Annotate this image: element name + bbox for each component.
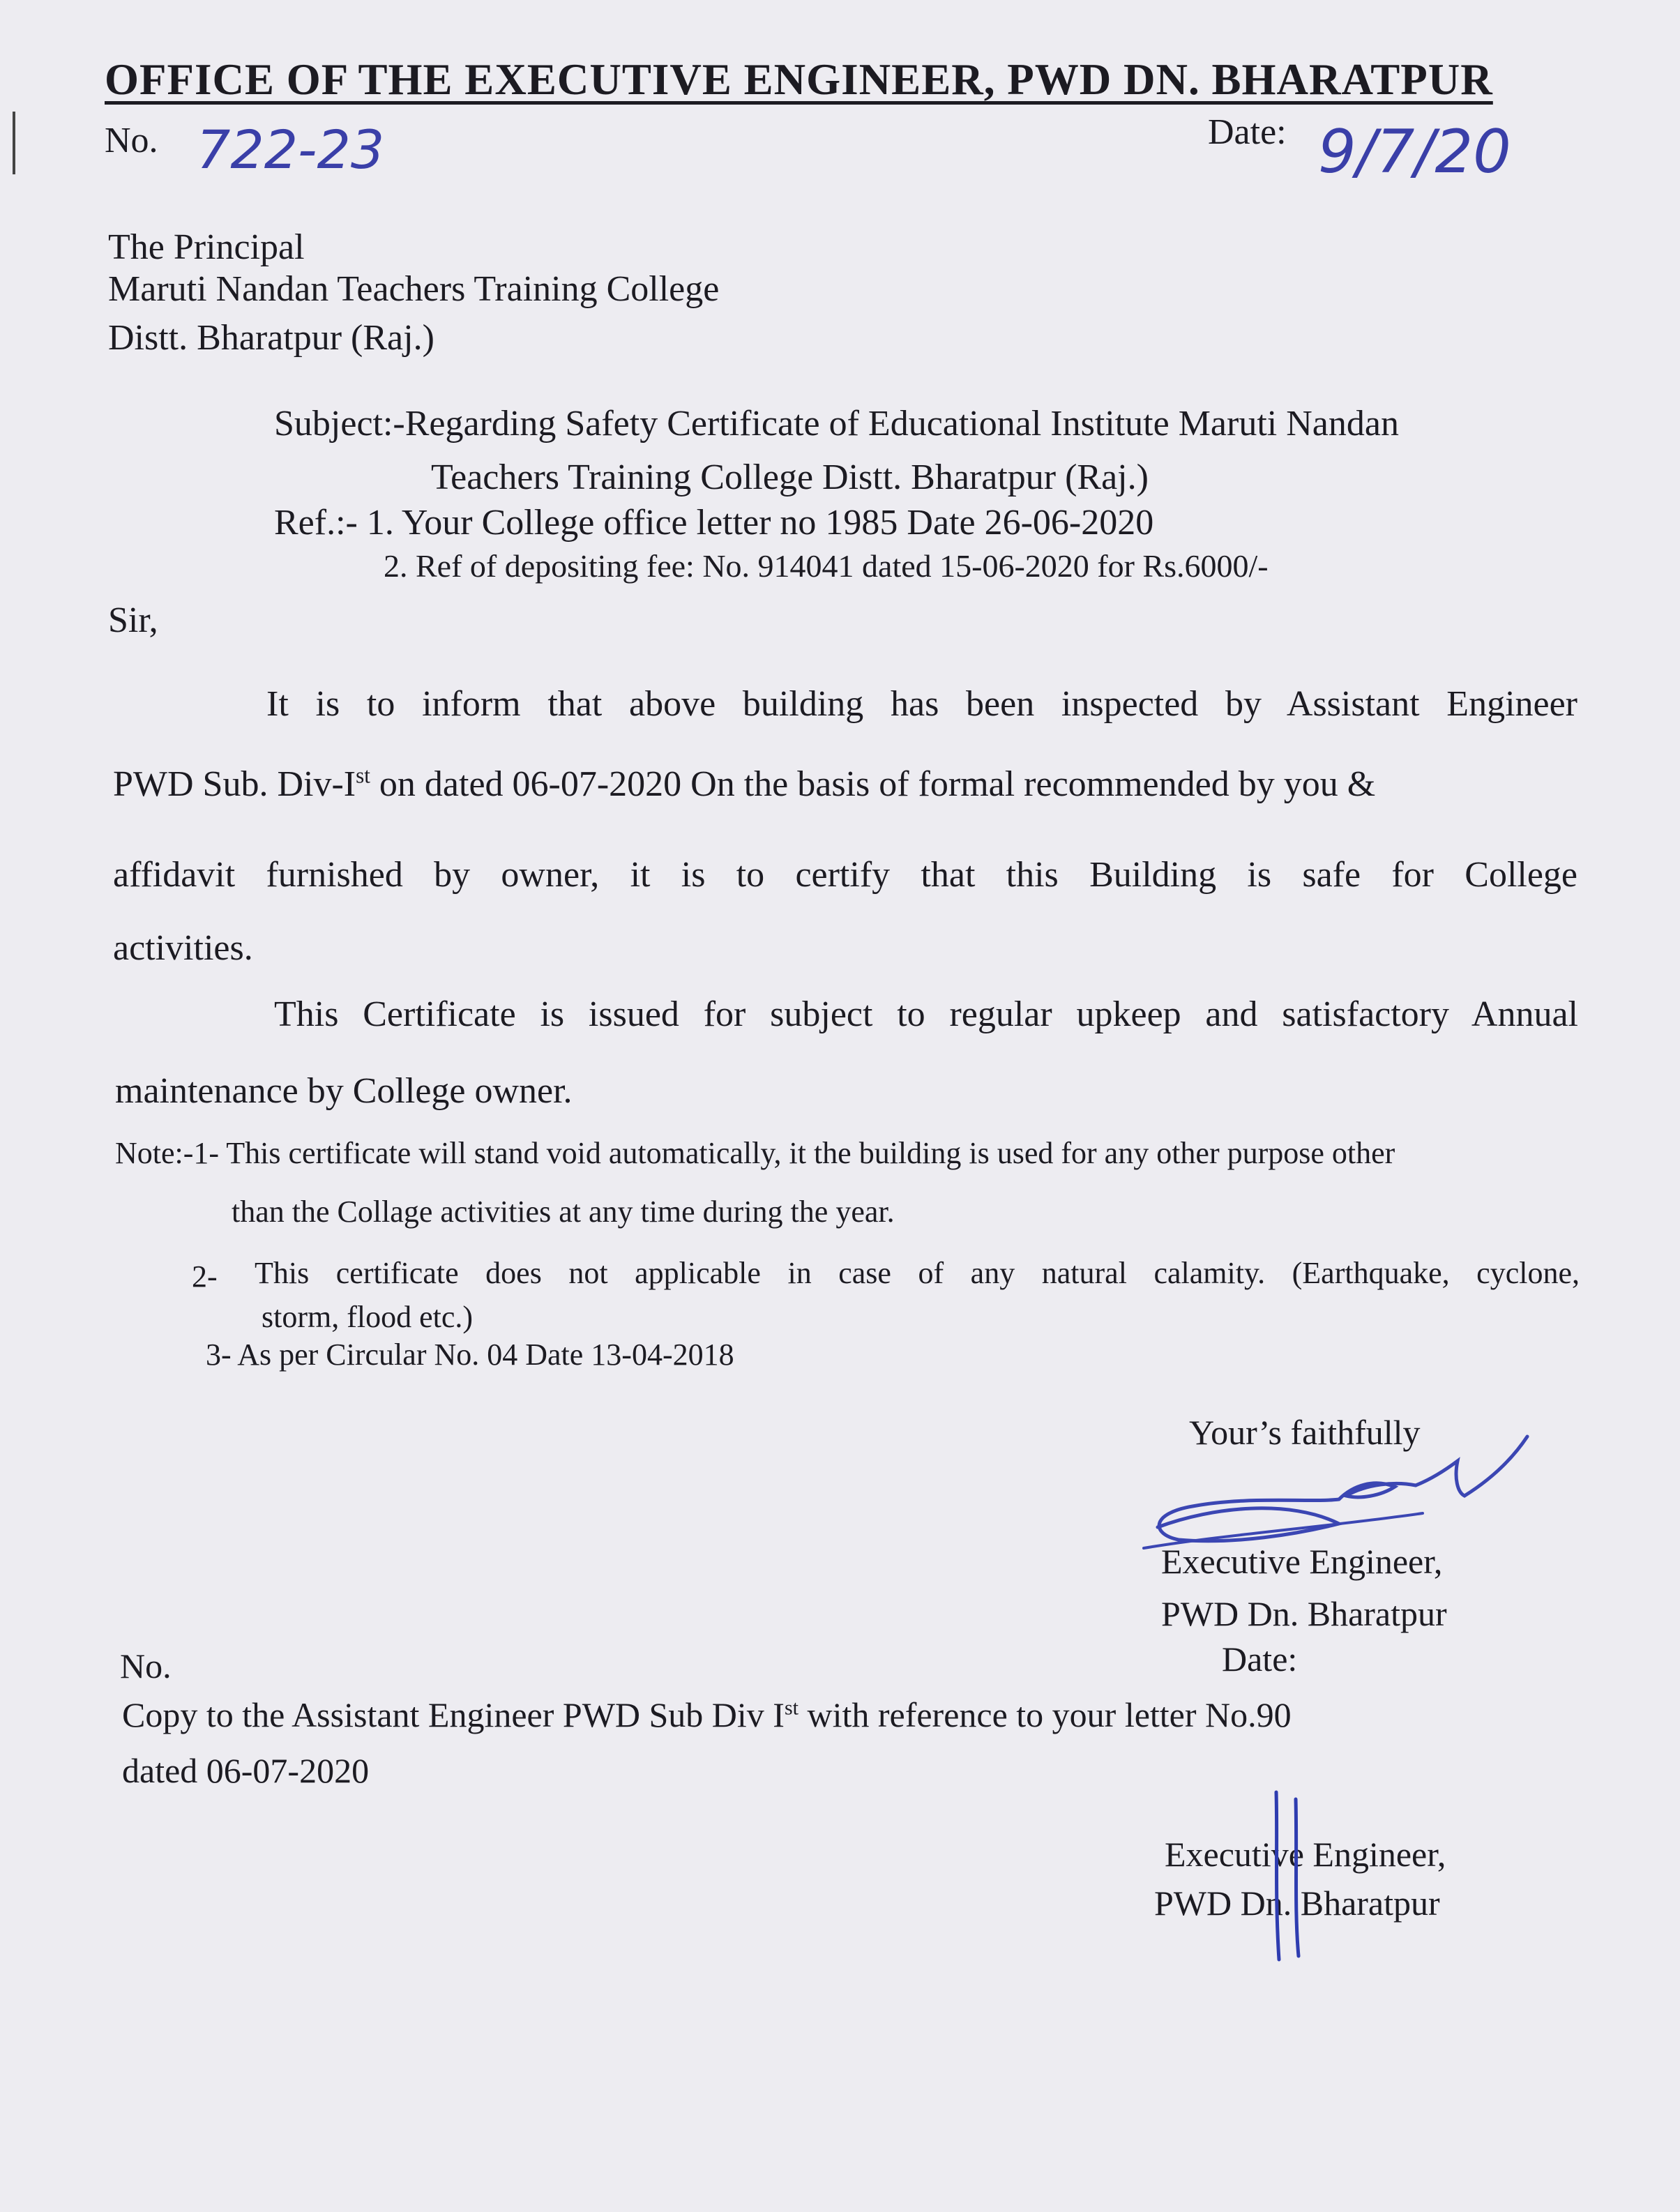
body-p1-line-1: It is to inform that above building has been inspected by Assistant Engineer xyxy=(266,684,1577,724)
letter-number-label: No. xyxy=(105,121,158,160)
note-2-line-2: storm, flood etc.) xyxy=(262,1300,474,1334)
note-2-number: 2- xyxy=(192,1259,218,1294)
note-1-line-2: than the Collage activities at any time during the year. xyxy=(232,1195,895,1229)
body-p1-line-2 xyxy=(113,764,1577,805)
copy-number-label: No. xyxy=(120,1646,172,1685)
office-title: OFFICE OF THE EXECUTIVE ENGINEER, PWD DN. BHARATPUR xyxy=(105,55,1493,104)
copy-line-1 xyxy=(122,1695,1587,1735)
body-p1-line-2-start: PWD Sub. Div-I xyxy=(113,764,356,804)
copy-line-1-end: with reference to your letter No.90 xyxy=(798,1695,1292,1734)
body-p1-line-3: affidavit furnished by owner, it is to certify that this Building is safe for College xyxy=(113,855,1577,895)
subject-line-1: Subject:-Regarding Safety Certificate of Educational Institute Maruti Nandan xyxy=(274,404,1399,444)
note-3: 3- As per Circular No. 04 Date 13-04-2018 xyxy=(206,1338,734,1372)
signature-1-date-label: Date: xyxy=(1222,1639,1298,1679)
note-2-line-1: This certificate does not applicable in case of any natural calamity. (Earthquake, cyclone, xyxy=(255,1256,1580,1290)
note-1-line-1: Note:-1- This certificate will stand void automatically, it the building is used for any other purpose other xyxy=(115,1136,1395,1170)
signature-1-office: PWD Dn. Bharatpur xyxy=(1161,1594,1447,1633)
copy-line-1-start: Copy to the Assistant Engineer PWD Sub Div I xyxy=(122,1695,785,1734)
subject-line-2: Teachers Training College Distt. Bharatpur (Raj.) xyxy=(431,457,1149,497)
letter-date-handwritten: 9/7/20 xyxy=(1318,117,1511,187)
copy-line-2: dated 06-07-2020 xyxy=(122,1751,370,1790)
signature-2-initial-icon xyxy=(1255,1785,1325,1967)
addressee-line-3: Distt. Bharatpur (Raj.) xyxy=(108,318,434,358)
body-p1-superscript: st xyxy=(356,763,370,788)
signature-1-title: Executive Engineer, xyxy=(1161,1542,1443,1581)
salutation: Sir, xyxy=(108,600,158,640)
letter-date-label: Date: xyxy=(1208,112,1287,152)
body-p2-line-2: maintenance by College owner. xyxy=(115,1071,573,1111)
addressee-line-1: The Principal xyxy=(108,227,305,267)
body-p1-line-4: activities. xyxy=(113,928,253,968)
body-p2-line-1: This Certificate is issued for subject to regular upkeep and satisfactory Annual xyxy=(274,994,1578,1034)
ref-line-2: 2. Ref of depositing fee: No. 914041 dated 15-06-2020 for Rs.6000/- xyxy=(384,548,1269,584)
addressee-line-2: Maruti Nandan Teachers Training College xyxy=(108,269,720,309)
body-p1-line-2-end: on dated 06-07-2020 On the basis of formal recommended by you & xyxy=(370,764,1376,804)
ref-line-1: Ref.:- 1. Your College office letter no 1985 Date 26-06-2020 xyxy=(274,503,1154,543)
letter-number-handwritten: 722-23 xyxy=(197,119,385,181)
copy-superscript: st xyxy=(784,1696,799,1720)
left-edge-mark xyxy=(13,112,15,174)
signature-2-office: PWD Dn. Bharatpur xyxy=(1154,1884,1440,1923)
closing-faithfully: Your’s faithfully xyxy=(1189,1413,1421,1452)
signature-2-title: Executive Engineer, xyxy=(1165,1835,1446,1874)
